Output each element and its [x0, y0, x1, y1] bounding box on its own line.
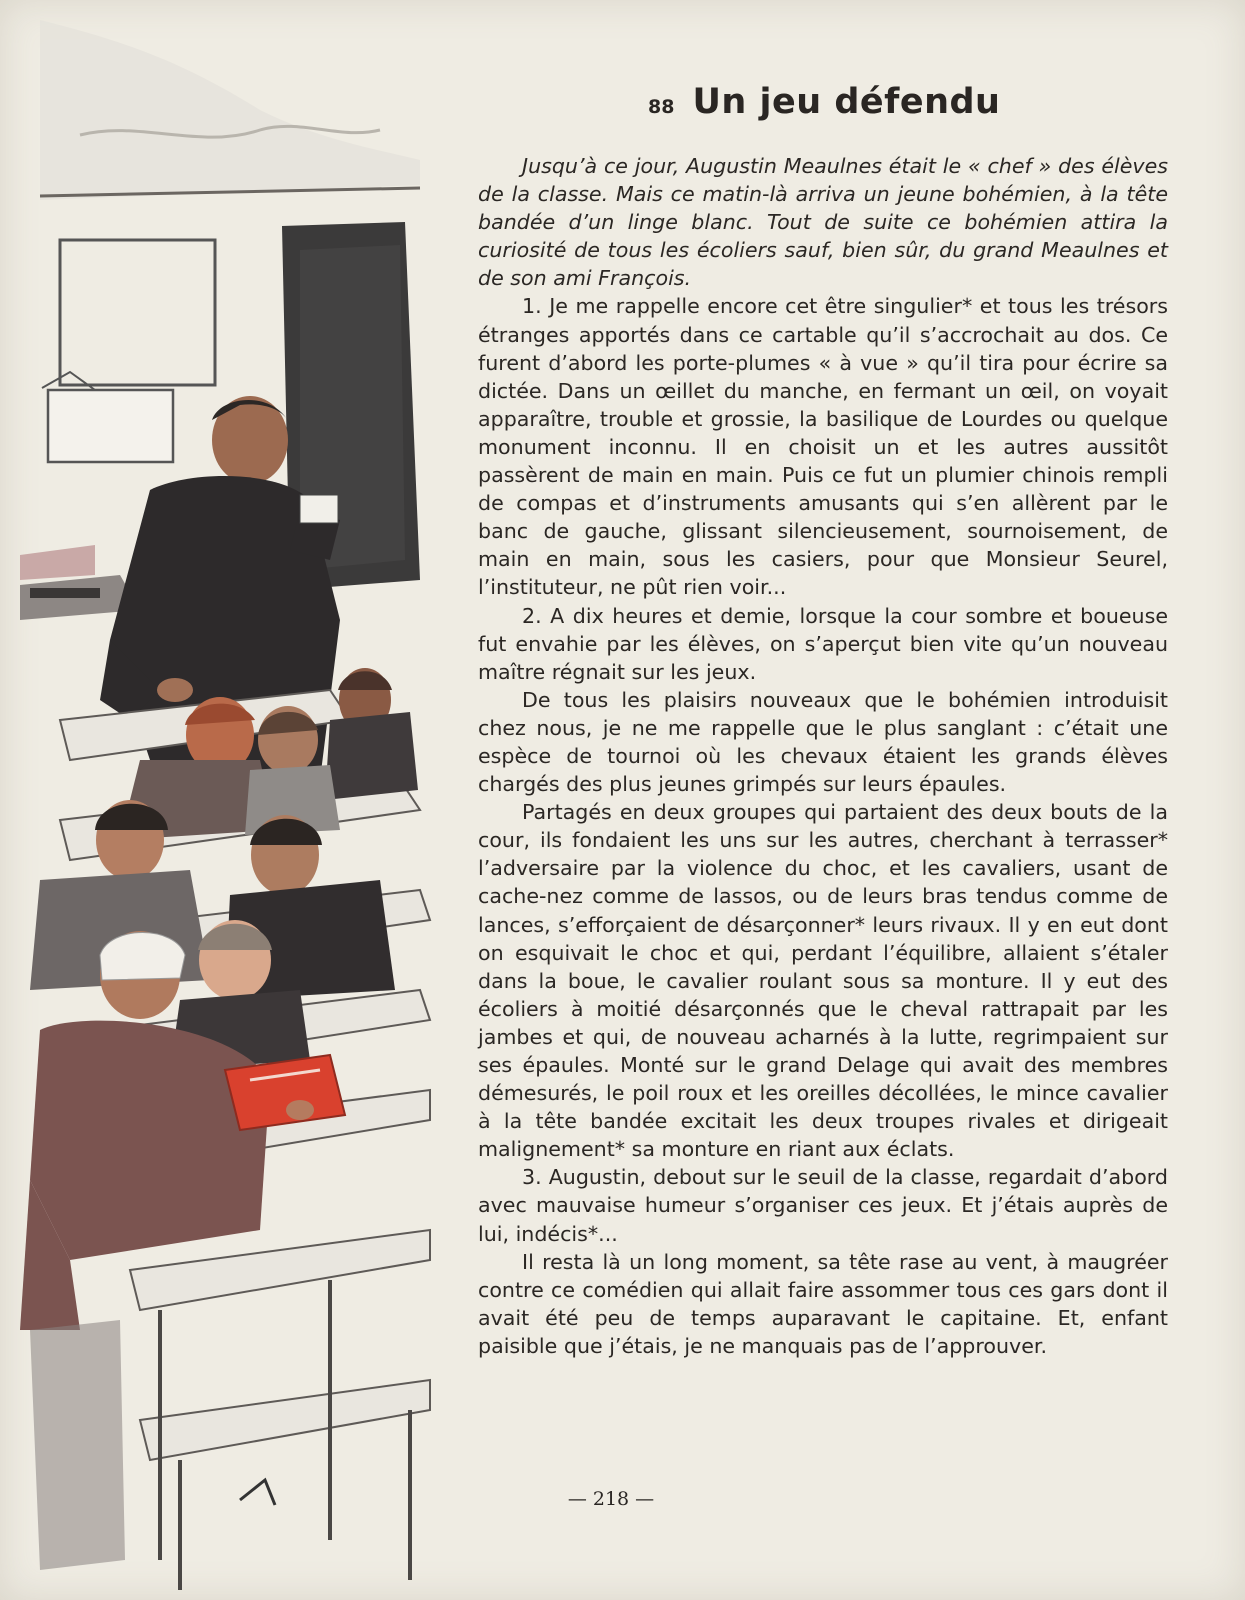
lesson-heading [648, 82, 1000, 132]
intro-paragraph: Jusqu’à ce jour, Augustin Meaulnes était le « chef » des élèves de la classe. Mais ce matin-là arriva un jeune bohémien, à la tête bandée d’un linge blanc. Tout de suite ce bohémien attira la curiosité de tous les écoliers sauf, bien sûr, du grand Meaulnes et de son ami François. [478, 154, 1168, 291]
paragraph-1: 1. Je me rappelle encore cet être singulier* et tous les trésors étranges apportés dans ce cartable qu’il s’accrochait au dos. Ce furent d’abord les porte-plumes « à vue » qu’il tira pour écrire sa dictée. Dans un œillet du manche, en fermant un œil, on voyait apparaître, trouble et grossie, la basilique de Lourdes ou quelque monument inconnu. Il en choisit un et les autres aussitôt passèrent de main en main. Puis ce fut un plumier chinois rempli de compas et d’instruments amusants qui s’en allèrent par le banc de gauche, glissant silencieusement, sournoisement, de main en main, sous les casiers, pour que Monsieur Seurel, l’instituteur, ne pût rien voir... [478, 294, 1168, 600]
lesson-title: Un jeu défendu [692, 82, 1001, 122]
paragraph-2: 2. A dix heures et demie, lorsque la cour sombre et boueuse fut envahie par les élèves, on s’aperçut bien vite qu’un nouveau maître régnait sur les jeux. [478, 603, 1168, 684]
classroom-illustration [0, 0, 450, 1600]
paragraph-6: Il resta là un long moment, sa tête rase au vent, à maugréer contre ce comédien qui allait faire assommer tous ces gars dont il avait été peu de temps auparavant le capitaine. Et, enfant paisible que j’étais, je ne manquais pas de l’approuver. [478, 1249, 1168, 1358]
reading-text [478, 152, 1168, 1360]
paragraph-4: Partagés en deux groupes qui partaient des deux bouts de la cour, ils fondaient les uns sur les autres, cherchant à terrasser* l’adversaire par la violence du choc, et les cavaliers, usant de cache-nez comme de lassos, ou de leurs bras tendus comme de lances, s’efforçaient de désarçonner* leurs rivaux. Il y en eut dont on esquivait le choc et qui, perdant l’équilibre, allaient s’étaler dans la boue, le cavalier roulant sous sa monture. Il y eut des écoliers à moitié désarçonnés que le cheval rattrapait par les jambes et qui, de nouveau acharnés à la lutte, regrimpaient sur ses épaules. Monté sur le grand Delage qui avait des membres démesurés, le poil roux et les oreilles décollées, le mince cavalier à la tête bandée excitait les deux troupes rivales et dirigeait malignement* sa monture en riant aux éclats. [478, 800, 1168, 1162]
lesson-number: 88 [648, 96, 675, 118]
page-number: — 218 — [567, 1488, 655, 1510]
paragraph-5: 3. Augustin, debout sur le seuil de la classe, regardait d’abord avec mauvaise humeur s’organiser ces jeux. Et j’étais auprès de lui, indécis*... [478, 1165, 1168, 1246]
paragraph-3: De tous les plaisirs nouveaux que le bohémien introduisit chez nous, je ne me rappelle que le plus sanglant : c’était une espèce de tournoi où les chevaux étaient les grands élèves chargés des plus jeunes grimpés sur leurs épaules. [478, 687, 1168, 797]
